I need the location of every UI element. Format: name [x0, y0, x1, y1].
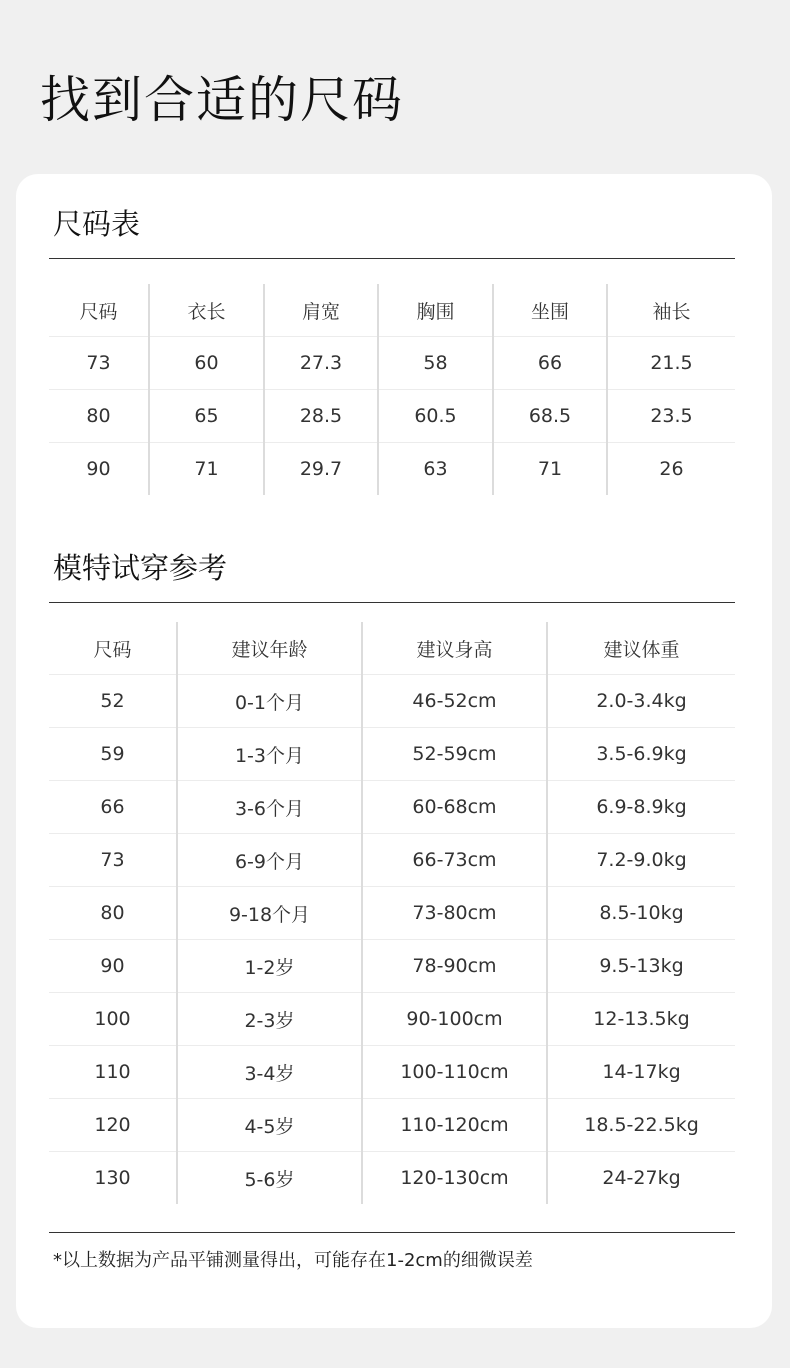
table-cell: 23.5 [607, 390, 735, 443]
model-table [49, 622, 735, 1204]
table-cell: 27.3 [264, 337, 378, 390]
table-cell: 18.5-22.5kg [547, 1099, 735, 1152]
table-cell: 4-5岁 [177, 1099, 362, 1152]
model-table-header: 建议体重 [547, 622, 735, 675]
table-cell: 3-4岁 [177, 1046, 362, 1099]
model-table-divider [49, 602, 735, 603]
table-cell: 63 [378, 443, 493, 496]
table-cell: 52-59cm [362, 728, 547, 781]
table-cell: 60 [149, 337, 264, 390]
table-cell: 90-100cm [362, 993, 547, 1046]
table-cell: 1-2岁 [177, 940, 362, 993]
table-row [49, 1046, 735, 1099]
model-table-header: 尺码 [49, 622, 177, 675]
table-row [49, 834, 735, 887]
table-cell: 5-6岁 [177, 1152, 362, 1205]
table-cell: 73-80cm [362, 887, 547, 940]
size-table-header: 胸围 [378, 284, 493, 337]
table-cell: 1-3个月 [177, 728, 362, 781]
table-cell: 73 [49, 834, 177, 887]
table-cell: 59 [49, 728, 177, 781]
size-table-header: 衣长 [149, 284, 264, 337]
table-cell: 73 [49, 337, 149, 390]
table-cell: 100 [49, 993, 177, 1046]
page-title: 找到合适的尺码 [40, 71, 404, 129]
table-cell: 14-17kg [547, 1046, 735, 1099]
table-cell: 78-90cm [362, 940, 547, 993]
table-cell: 130 [94, 1167, 131, 1189]
table-row [49, 887, 735, 940]
table-cell: 90 [49, 940, 177, 993]
table-cell: 24-27kg [547, 1152, 735, 1205]
table-row [49, 781, 735, 834]
table-cell: 60.5 [378, 390, 493, 443]
table-cell: 66 [49, 781, 177, 834]
table-cell: 9.5-13kg [547, 940, 735, 993]
table-cell: 0-1个月 [177, 675, 362, 728]
size-table-divider [49, 258, 735, 259]
table-cell: 26 [607, 443, 735, 496]
table-row [49, 1099, 735, 1152]
size-guide-card [16, 174, 772, 1328]
table-cell: 68.5 [493, 390, 607, 443]
size-table-header: 肩宽 [264, 284, 378, 337]
table-row [49, 443, 735, 496]
table-cell: 110-120cm [362, 1099, 547, 1152]
table-cell: 28.5 [264, 390, 378, 443]
model-table-header-row [49, 622, 735, 675]
table-cell: 71 [493, 443, 607, 496]
table-row [49, 1152, 735, 1205]
size-table-header: 尺码 [49, 284, 149, 337]
table-cell: 100-110cm [362, 1046, 547, 1099]
model-table-header: 建议年龄 [177, 622, 362, 675]
footnote: *以上数据为产品平铺测量得出，可能存在1-2cm的细微误差 [53, 1250, 533, 1271]
table-cell: 110 [49, 1046, 177, 1099]
table-cell: 80 [49, 390, 149, 443]
table-cell: 2-3岁 [177, 993, 362, 1046]
model-table-header: 建议身高 [362, 622, 547, 675]
table-cell: 12-13.5kg [547, 993, 735, 1046]
size-table-header: 坐围 [493, 284, 607, 337]
table-cell: 90 [86, 458, 111, 480]
table-cell: 29.7 [264, 443, 378, 496]
table-cell: 60-68cm [362, 781, 547, 834]
table-cell: 120 [49, 1099, 177, 1152]
footnote-divider [49, 1232, 735, 1233]
size-table-header: 袖长 [607, 284, 735, 337]
table-row [49, 390, 735, 443]
table-cell: 120-130cm [362, 1152, 547, 1205]
table-cell: 2.0-3.4kg [547, 675, 735, 728]
size-table [49, 284, 735, 495]
table-row [49, 940, 735, 993]
table-cell: 6-9个月 [177, 834, 362, 887]
table-cell: 3-6个月 [177, 781, 362, 834]
table-cell: 66-73cm [362, 834, 547, 887]
table-row [49, 337, 735, 390]
table-cell: 58 [378, 337, 493, 390]
table-row [49, 993, 735, 1046]
table-cell: 65 [149, 390, 264, 443]
table-row [49, 728, 735, 781]
table-cell: 6.9-8.9kg [547, 781, 735, 834]
table-cell: 46-52cm [362, 675, 547, 728]
table-cell: 7.2-9.0kg [547, 834, 735, 887]
model-table-title: 模特试穿参考 [53, 551, 228, 585]
size-table-title: 尺码表 [53, 207, 141, 241]
table-row [49, 675, 735, 728]
table-cell: 52 [49, 675, 177, 728]
table-cell: 9-18个月 [177, 887, 362, 940]
table-cell: 8.5-10kg [547, 887, 735, 940]
table-cell: 71 [149, 443, 264, 496]
table-cell: 21.5 [607, 337, 735, 390]
table-cell: 80 [49, 887, 177, 940]
size-table-header-row [49, 284, 735, 337]
table-cell: 3.5-6.9kg [547, 728, 735, 781]
table-cell: 66 [493, 337, 607, 390]
